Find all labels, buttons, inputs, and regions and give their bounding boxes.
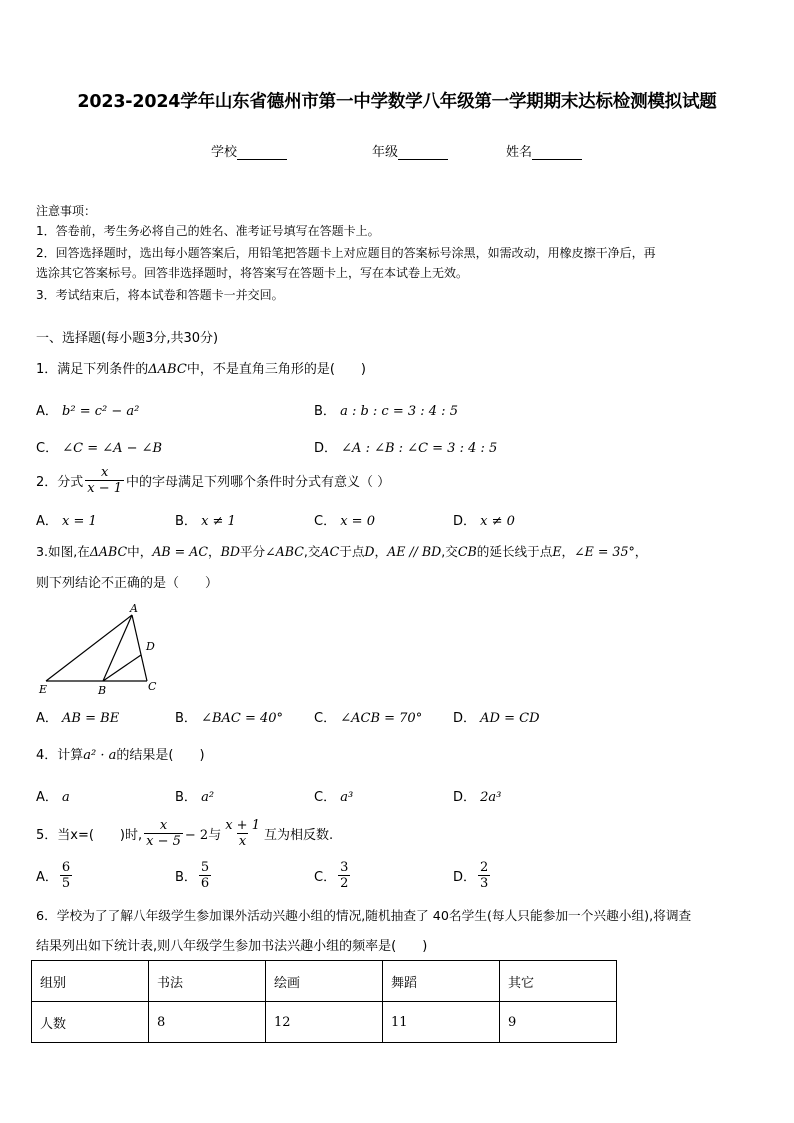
- q3-math: CB: [457, 544, 477, 559]
- option-label: B．: [314, 404, 336, 419]
- q5-stem-pre: 5．当x=( )时,: [36, 828, 143, 843]
- q3-math: AE // BD: [387, 544, 442, 559]
- q3-math: AB = AC: [152, 544, 208, 559]
- line-ea: [46, 615, 132, 681]
- q3-text: 平分: [239, 544, 266, 559]
- label-a: A: [130, 602, 138, 615]
- q3-option-b[interactable]: [175, 707, 283, 726]
- q5-option-c[interactable]: [314, 860, 352, 891]
- q3-math: D: [364, 544, 375, 559]
- q5-option-d[interactable]: [453, 860, 492, 891]
- table-cell: 9: [500, 1002, 617, 1043]
- option-text: 2a³: [480, 790, 502, 805]
- fraction-denominator: x − 1: [87, 481, 123, 496]
- option-label: C．: [314, 790, 337, 805]
- q2-fraction: [85, 465, 124, 496]
- fraction-numerator: x: [159, 818, 168, 833]
- q3-text: 3.如图,在: [36, 544, 90, 559]
- option-fraction: [60, 860, 72, 891]
- q3-math: BD: [220, 544, 240, 559]
- option-text: ∠BAC = 40°: [201, 711, 284, 726]
- q4-option-c[interactable]: [314, 786, 353, 805]
- notice-item-2: 2．回答选择题时，选出每小题答案后，用铅笔把答题卡上对应题目的答案标号涂黑，如需改动，用橡皮擦干净后，再: [36, 246, 656, 260]
- option-text: AB = BE: [62, 711, 120, 726]
- q3-text: ,交: [303, 544, 321, 559]
- q3-text: ，: [561, 544, 575, 559]
- option-text: x = 1: [62, 514, 97, 529]
- q4-option-d[interactable]: [453, 786, 501, 805]
- option-label: A．: [36, 404, 58, 419]
- option-label: C．: [314, 514, 337, 529]
- option-text: a²: [201, 790, 215, 805]
- fraction-denominator: x: [238, 834, 247, 849]
- option-text: x ≠ 1: [201, 514, 236, 529]
- grade-field[interactable]: [372, 141, 448, 160]
- option-text: ∠A : ∠B : ∠C = 3 : 4 : 5: [341, 441, 498, 456]
- q4-stem-post: 的结果是( ): [116, 748, 205, 763]
- option-fraction: [478, 860, 490, 891]
- option-label: C．: [314, 711, 337, 726]
- stats-table: [31, 960, 617, 1043]
- q3-text: ,交: [441, 544, 458, 559]
- option-text: a : b : c = 3 : 4 : 5: [340, 404, 458, 419]
- q1-stem-pre: 1．满足下列条件的: [36, 362, 149, 377]
- question-3-stem-line2: 则下列结论不正确的是（ ）: [36, 576, 219, 591]
- q4-option-a[interactable]: [36, 786, 70, 805]
- name-blank[interactable]: [532, 145, 582, 160]
- school-field[interactable]: [211, 141, 287, 160]
- option-label: C．: [36, 441, 59, 456]
- question-3-stem: [36, 541, 647, 560]
- table-cell: 书法: [149, 961, 266, 1002]
- q2-option-c[interactable]: [314, 510, 375, 529]
- option-text: ∠ACB = 70°: [340, 711, 423, 726]
- option-label: B．: [175, 790, 197, 805]
- q3-text: ，: [207, 544, 221, 559]
- notice-heading: 注意事项：: [36, 204, 97, 218]
- q3-option-d[interactable]: [453, 707, 540, 726]
- section-heading: 一、选择题(每小题3分,共30分): [36, 331, 219, 346]
- q5-fraction-2: [223, 818, 262, 849]
- q5-stem-mid: − 2与: [184, 828, 222, 843]
- q3-math: ∠E = 35°: [574, 544, 635, 559]
- q3-math: E: [552, 544, 562, 559]
- option-label: D．: [453, 514, 477, 529]
- option-label: A．: [36, 870, 58, 885]
- notice-item-3: 3．考试结束后，将本试卷和答题卡一并交回。: [36, 288, 284, 302]
- question-4-stem: [36, 744, 205, 763]
- option-text: a³: [340, 790, 354, 805]
- q3-text: 的延长线于点: [476, 544, 553, 559]
- fraction-denominator: x − 5: [146, 834, 181, 849]
- fraction-denominator: 3: [480, 876, 489, 891]
- notice-item-2-cont: 选涂其它答案标号。回答非选择题时，将答案写在答题卡上，写在本试卷上无效。: [36, 266, 469, 280]
- fraction-numerator: x: [100, 465, 109, 480]
- q3-option-a[interactable]: [36, 707, 119, 726]
- option-label: C．: [314, 870, 337, 885]
- q3-text: ，: [374, 544, 388, 559]
- q2-option-a[interactable]: [36, 510, 97, 529]
- grade-blank[interactable]: [398, 145, 448, 160]
- q4-option-b[interactable]: [175, 786, 214, 805]
- q1-option-b[interactable]: [314, 400, 458, 419]
- q1-stem-post: 中，不是直角三角形的是( ): [186, 362, 366, 377]
- fraction-numerator: 2: [480, 860, 489, 875]
- q3-text: ，: [634, 544, 648, 559]
- q1-triangle: ΔABC: [148, 362, 187, 377]
- table-cell: 舞蹈: [383, 961, 500, 1002]
- table-cell: 11: [383, 1002, 500, 1043]
- label-b: B: [98, 684, 107, 697]
- fraction-numerator: 6: [61, 860, 71, 875]
- fraction-numerator: 5: [200, 860, 210, 875]
- option-label: B．: [175, 870, 197, 885]
- q3-text: 于点: [339, 544, 365, 559]
- q3-option-c[interactable]: [314, 707, 422, 726]
- option-text: x = 0: [340, 514, 375, 529]
- option-label: A．: [36, 514, 58, 529]
- question-6-stem-line2: 结果列出如下统计表,则八年级学生参加书法兴趣小组的频率是( ): [36, 939, 428, 954]
- option-text: a: [62, 790, 70, 805]
- school-blank[interactable]: [237, 145, 287, 160]
- option-text: ∠C = ∠A − ∠B: [62, 441, 163, 456]
- fraction-denominator: 5: [61, 876, 71, 891]
- table-cell: 人数: [32, 1002, 149, 1043]
- table-cell: 绘画: [266, 961, 383, 1002]
- option-text: AD = CD: [480, 711, 540, 726]
- table-row: [32, 1002, 617, 1043]
- option-text: b² = c² − a²: [62, 404, 140, 419]
- question-1-stem: [36, 358, 366, 377]
- q3-math: ∠ABC: [265, 544, 304, 559]
- label-c: C: [148, 680, 157, 693]
- table-header-row: [32, 961, 617, 1002]
- option-fraction: [199, 860, 211, 891]
- option-label: D．: [314, 441, 338, 456]
- question-6-stem: 6．学校为了了解八年级学生参加课外活动兴趣小组的情况,随机抽查了 40名学生(每人只能参加一个兴趣小组),将调查: [36, 908, 692, 923]
- q1-option-a[interactable]: [36, 400, 139, 419]
- option-label: B．: [175, 514, 197, 529]
- option-label: D．: [453, 790, 477, 805]
- q5-fraction-1: [144, 818, 183, 849]
- q2-stem-pre: 2．分式: [36, 475, 84, 490]
- q5-option-b[interactable]: [175, 860, 213, 891]
- option-label: A．: [36, 711, 58, 726]
- table-cell: 8: [149, 1002, 266, 1043]
- q3-text: 中，: [127, 544, 153, 559]
- label-e: E: [39, 683, 48, 696]
- q3-math: ΔABC: [89, 544, 128, 559]
- q4-stem-pre: 4．计算: [36, 748, 84, 763]
- table-cell: 12: [266, 1002, 383, 1043]
- name-field[interactable]: [506, 141, 582, 160]
- option-label: D．: [453, 870, 477, 885]
- option-label: B．: [175, 711, 197, 726]
- option-label: A．: [36, 790, 58, 805]
- grade-label: 年级: [372, 145, 399, 160]
- option-text: x ≠ 0: [480, 514, 515, 529]
- q2-option-d[interactable]: [453, 510, 515, 529]
- question-2-stem: [36, 465, 390, 496]
- q2-stem-post: 中的字母满足下列哪个条件时分式有意义（ ）: [126, 475, 391, 490]
- name-label: 姓名: [506, 145, 533, 160]
- line-ac: [132, 615, 147, 681]
- q4-expression: a² · a: [83, 748, 117, 763]
- option-label: D．: [453, 711, 477, 726]
- option-fraction: [338, 860, 350, 891]
- notice-item-1: 1．答卷前，考生务必将自己的姓名、准考证号填写在答题卡上。: [36, 224, 380, 238]
- q2-option-b[interactable]: [175, 510, 236, 529]
- q1-option-d[interactable]: [314, 437, 497, 456]
- school-label: 学校: [211, 145, 238, 160]
- fraction-numerator: 3: [340, 860, 349, 875]
- q5-stem-post: 互为相反数.: [263, 828, 334, 843]
- page-title: 2023-2024学年山东省德州市第一中学数学八年级第一学期期末达标检测模拟试题: [77, 92, 717, 112]
- q3-math: AC: [320, 544, 340, 559]
- question-5-stem: [36, 818, 333, 849]
- q5-option-a[interactable]: [36, 860, 74, 891]
- label-d: D: [146, 640, 155, 653]
- fraction-numerator: x + 1: [225, 818, 260, 833]
- table-cell: 其它: [500, 961, 617, 1002]
- fraction-denominator: 6: [200, 876, 210, 891]
- fraction-denominator: 2: [340, 876, 349, 891]
- q1-option-c[interactable]: [36, 437, 162, 456]
- table-cell: 组别: [32, 961, 149, 1002]
- triangle-figure: [36, 600, 176, 700]
